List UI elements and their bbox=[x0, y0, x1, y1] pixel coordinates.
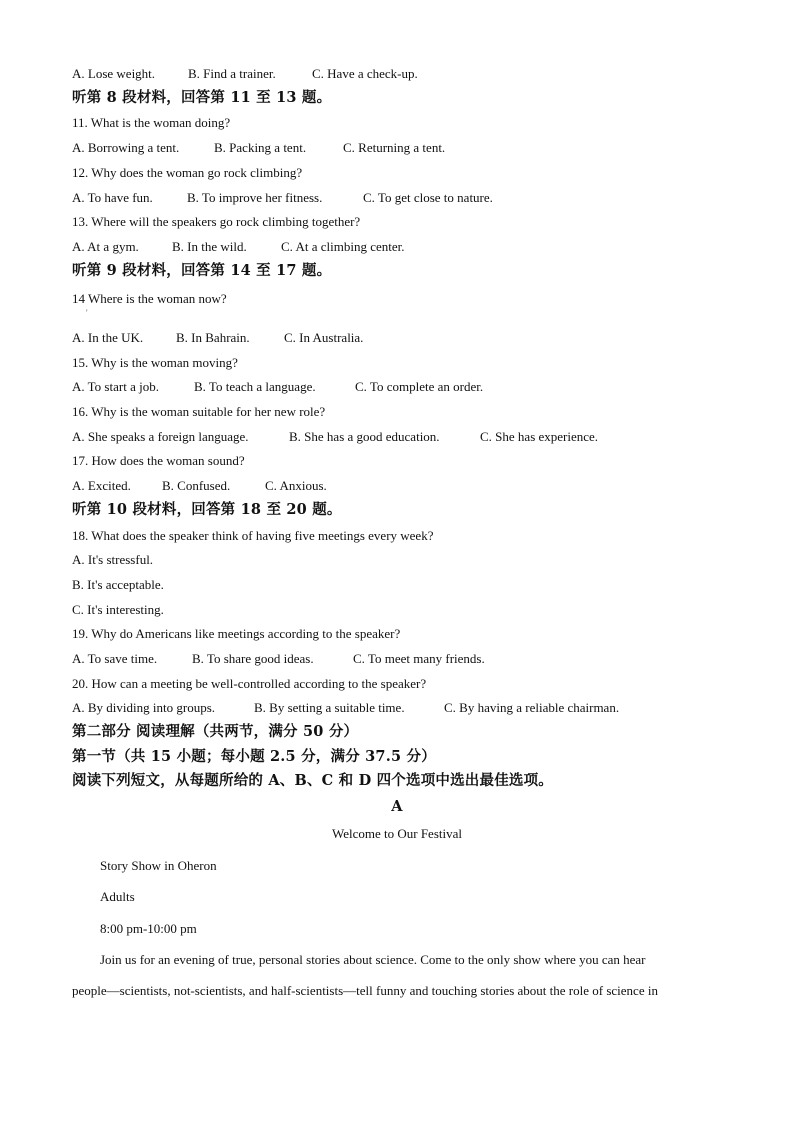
q13-option-b: B. In the wild. bbox=[172, 239, 247, 254]
q13-option-c: C. At a climbing center. bbox=[281, 239, 405, 254]
q19-option-a: A. To save time. bbox=[72, 651, 158, 666]
q12-option-c: C. To get close to nature. bbox=[363, 190, 493, 205]
section1-heading: 第一节（共 15 小题；每小题 2.5 分，满分 37.5 分） bbox=[72, 748, 436, 765]
q11-option-c: C. Returning a tent. bbox=[343, 140, 446, 155]
q16-stem: 16. Why is the woman suitable for her new role? bbox=[72, 404, 326, 419]
q15-options bbox=[72, 379, 483, 395]
q14-option-c: C. In Australia. bbox=[284, 330, 364, 345]
passage-letter: A bbox=[391, 798, 403, 815]
reading-instructions: 阅读下列短文，从每题所给的 A、B、C 和 D 四个选项中选出最佳选项。 bbox=[72, 772, 554, 789]
q15-stem: 15. Why is the woman moving? bbox=[72, 355, 238, 370]
q15-option-a: A. To start a job. bbox=[72, 379, 159, 394]
q12-option-a: A. To have fun. bbox=[72, 190, 153, 205]
q13-stem: 13. Where will the speakers go rock climbing together? bbox=[72, 214, 361, 229]
q12-options bbox=[72, 190, 493, 206]
event-name: Story Show in Oheron bbox=[100, 858, 217, 873]
q13-option-a: A. At a gym. bbox=[72, 239, 139, 254]
q11-option-a: A. Borrowing a tent. bbox=[72, 140, 180, 155]
q16-option-b: B. She has a good education. bbox=[289, 429, 440, 444]
q19-option-b: B. To share good ideas. bbox=[192, 651, 314, 666]
passage-title: Welcome to Our Festival bbox=[331, 826, 462, 841]
q10-option-b: B. Find a trainer. bbox=[188, 66, 276, 81]
section9-heading: 听第 9 段材料，回答第 14 至 17 题。 bbox=[72, 262, 332, 279]
q16-option-c: C. She has experience. bbox=[480, 429, 599, 444]
q20-options bbox=[72, 700, 619, 716]
q19-options bbox=[72, 651, 485, 667]
q19-stem: 19. Why do Americans like meetings according to the speaker? bbox=[72, 626, 401, 641]
q14-stem: 14 Where is the woman now? bbox=[72, 291, 227, 306]
event-audience: Adults bbox=[100, 889, 135, 904]
q18-option-c: C. It's interesting. bbox=[72, 602, 164, 617]
q18-stem: 18. What does the speaker think of having five meetings every week? bbox=[72, 528, 434, 543]
q17-stem: 17. How does the woman sound? bbox=[72, 453, 245, 468]
q11-stem: 11. What is the woman doing? bbox=[72, 115, 231, 130]
section10-heading: 听第 10 段材料，回答第 18 至 20 题。 bbox=[72, 501, 342, 518]
q17-options bbox=[72, 478, 327, 494]
q20-option-b: B. By setting a suitable time. bbox=[254, 700, 405, 715]
q18-option-b: B. It's acceptable. bbox=[72, 577, 164, 592]
q10-option-a: A. Lose weight. bbox=[72, 66, 156, 81]
q11-option-b: B. Packing a tent. bbox=[214, 140, 307, 155]
q16-option-a: A. She speaks a foreign language. bbox=[72, 429, 249, 444]
q12-stem: 12. Why does the woman go rock climbing? bbox=[72, 165, 303, 180]
q11-options bbox=[72, 140, 445, 156]
section8-heading: 听第 8 段材料，回答第 11 至 13 题。 bbox=[72, 89, 332, 106]
q16-options bbox=[72, 429, 598, 445]
stray-dot: ' bbox=[86, 308, 88, 318]
q14-options bbox=[72, 330, 363, 346]
q17-option-b: B. Confused. bbox=[162, 478, 231, 493]
part2-heading: 第二部分 阅读理解（共两节，满分 50 分） bbox=[72, 723, 359, 740]
q13-options bbox=[72, 239, 404, 255]
q17-option-c: C. Anxious. bbox=[265, 478, 327, 493]
q15-option-b: B. To teach a language. bbox=[194, 379, 316, 394]
q15-option-c: C. To complete an order. bbox=[355, 379, 484, 394]
q19-option-c: C. To meet many friends. bbox=[353, 651, 485, 666]
q18-option-a: A. It's stressful. bbox=[72, 552, 154, 567]
q10-option-c: C. Have a check-up. bbox=[312, 66, 418, 81]
q14-option-a: A. In the UK. bbox=[72, 330, 144, 345]
passage-paragraph-line1: Join us for an evening of true, personal stories about science. Come to the only show where you can hear bbox=[100, 952, 646, 967]
q14-option-b: B. In Bahrain. bbox=[176, 330, 250, 345]
q20-stem: 20. How can a meeting be well-controlled according to the speaker? bbox=[72, 676, 427, 691]
event-time: 8:00 pm-10:00 pm bbox=[100, 921, 197, 936]
q10-options bbox=[72, 66, 418, 82]
q20-option-a: A. By dividing into groups. bbox=[72, 700, 216, 715]
passage-paragraph-line2: people—scientists, not-scientists, and half-scientists—tell funny and touching stories about the role of science in bbox=[72, 983, 658, 998]
q20-option-c: C. By having a reliable chairman. bbox=[444, 700, 620, 715]
q12-option-b: B. To improve her fitness. bbox=[187, 190, 323, 205]
q17-option-a: A. Excited. bbox=[72, 478, 131, 493]
